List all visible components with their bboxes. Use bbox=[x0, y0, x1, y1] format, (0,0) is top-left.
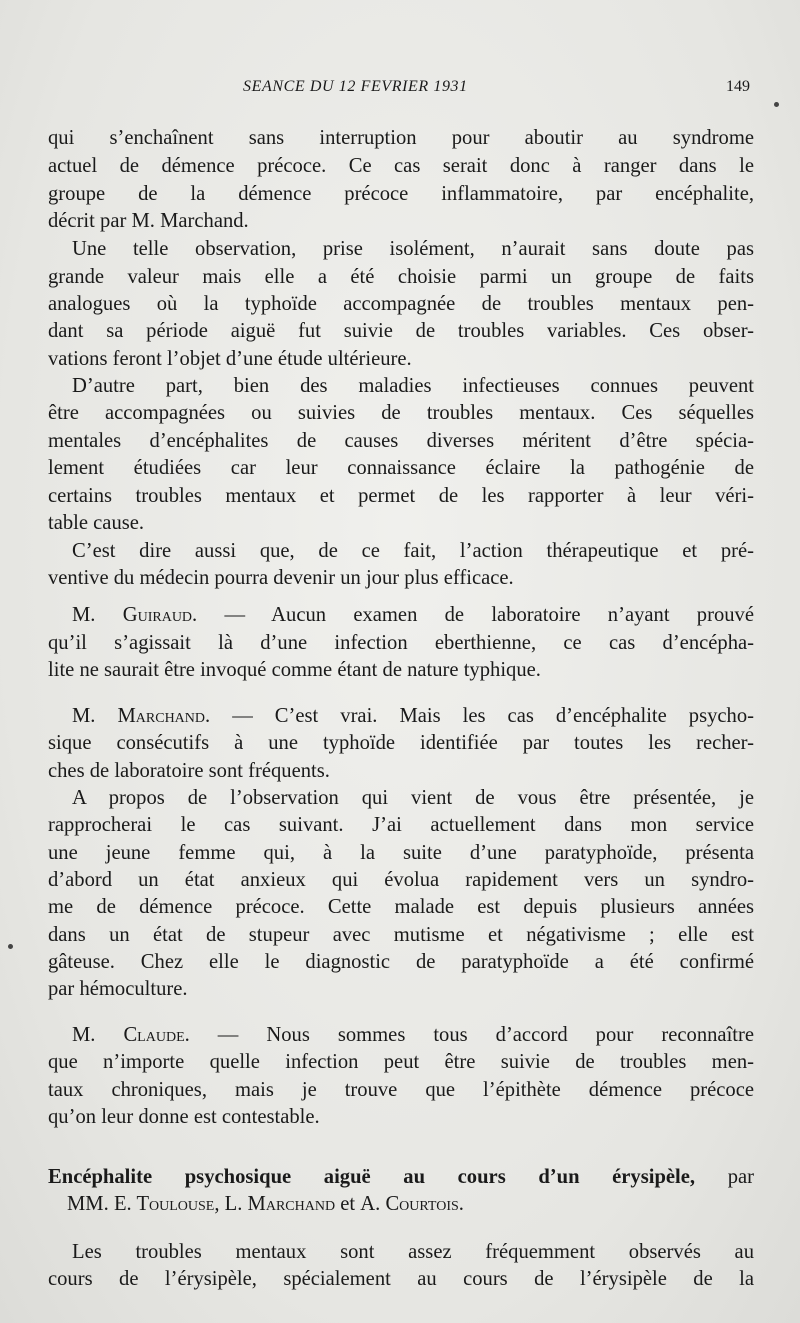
text-line: rapprocherai le cas suivant. J’ai actuellement dans mon service bbox=[48, 814, 754, 836]
scan-speck bbox=[774, 102, 779, 107]
text-line: dans un état de stupeur avec mutisme et négativisme ; elle est bbox=[48, 924, 754, 946]
text-line: être accompagnées ou suivies de troubles mentaux. Ces séquelles bbox=[48, 402, 754, 424]
page-header bbox=[0, 78, 800, 102]
text-line: que n’importe quelle infection peut être suivie de troubles men- bbox=[48, 1051, 754, 1073]
text-line: taux chroniques, mais je trouve que l’épithète démence précoce bbox=[48, 1079, 754, 1101]
text-line: gâteuse. Chez elle le diagnostic de paratyphoïde a été confirmé bbox=[48, 951, 754, 973]
text-line: lite ne saurait être invoqué comme étant de nature typhique. bbox=[48, 659, 541, 681]
text-line: me de démence précoce. Cette malade est depuis plusieurs années bbox=[48, 896, 754, 918]
text-line: qui s’enchaînent sans interruption pour aboutir au syndrome bbox=[48, 127, 754, 149]
author-name: A. Courtois. bbox=[360, 1193, 464, 1215]
text-line: mentales d’encéphalites de causes diverses méritent d’être spécia- bbox=[48, 430, 754, 452]
text-line bbox=[72, 1021, 754, 1049]
running-head: SEANCE DU 12 FEVRIER 1931 bbox=[243, 78, 468, 95]
text-line: D’autre part, bien des maladies infectieuses connues peuvent bbox=[72, 375, 754, 397]
text-line: Une telle observation, prise isolément, n’aurait sans doute pas bbox=[72, 238, 754, 260]
speaker-name: M. Guiraud. bbox=[72, 604, 198, 626]
text-run: — C’est vrai. Mais les cas d’encéphalite psycho- bbox=[232, 705, 754, 727]
text-run: — Aucun examen de laboratoire n’ayant prouvé bbox=[224, 604, 754, 626]
text-line: vations feront l’objet d’une étude ultérieure. bbox=[48, 348, 412, 370]
text-line: dant sa période aiguë fut suivie de troubles variables. Ces obser- bbox=[48, 320, 754, 342]
text-line: une jeune femme qui, à la suite d’une paratyphoïde, présenta bbox=[48, 842, 754, 864]
text-run: — Nous sommes tous d’accord pour reconnaître bbox=[217, 1024, 755, 1046]
text-line: C’est dire aussi que, de ce fait, l’action thérapeutique et pré- bbox=[72, 540, 754, 562]
text-line: grande valeur mais elle a été choisie parmi un groupe de faits bbox=[48, 266, 754, 288]
text-line: analogues où la typhoïde accompagnée de troubles mentaux pen- bbox=[48, 293, 754, 315]
author-name: L. Marchand bbox=[224, 1193, 336, 1215]
text-line: ches de laboratoire sont fréquents. bbox=[48, 760, 330, 782]
text-line: lement étudiées car leur connaissance éclaire la pathogénie de bbox=[48, 457, 754, 479]
text-line: ventive du médecin pourra devenir un jour plus efficace. bbox=[48, 567, 514, 589]
text-line: table cause. bbox=[48, 512, 145, 534]
text-line bbox=[72, 601, 754, 629]
text-run: par bbox=[727, 1166, 754, 1188]
text-line: qu’il s’agissait là d’une infection eberthienne, ce cas d’encépha- bbox=[48, 632, 754, 654]
author-name: E. Toulouse, bbox=[113, 1193, 220, 1215]
text-line: groupe de la démence précoce inflammatoire, par encéphalite, bbox=[48, 183, 754, 205]
text-line: qu’on leur donne est contestable. bbox=[48, 1106, 320, 1128]
authors-prefix: MM. bbox=[67, 1193, 109, 1215]
speaker-name: M. Marchand. bbox=[72, 705, 211, 727]
text-line: sique consécutifs à une typhoïde identifiée par toutes les recher- bbox=[48, 732, 754, 754]
text-line: actuel de démence précoce. Ce cas serait donc à ranger dans le bbox=[48, 155, 754, 177]
text-line: A propos de l’observation qui vient de vous être présentée, je bbox=[72, 787, 754, 809]
section-title bbox=[48, 1163, 754, 1191]
page-number: 149 bbox=[726, 78, 750, 95]
speaker-name: M. Claude. bbox=[72, 1024, 190, 1046]
text-run: et bbox=[340, 1193, 356, 1215]
scan-speck bbox=[8, 944, 13, 949]
text-line bbox=[72, 702, 754, 730]
text-line: cours de l’érysipèle, spécialement au cours de l’érysipèle de la bbox=[48, 1268, 754, 1290]
text-line: décrit par M. Marchand. bbox=[48, 210, 249, 232]
section-title-text: Encéphalite psychosique aiguë au cours d’un érysipèle, bbox=[48, 1166, 696, 1188]
text-line: Les troubles mentaux sont assez fréquemment observés au bbox=[72, 1241, 754, 1263]
text-line: par hémoculture. bbox=[48, 978, 188, 1000]
text-line: certains troubles mentaux et permet de les rapporter à leur véri- bbox=[48, 485, 754, 507]
text-line: d’abord un état anxieux qui évolua rapidement vers un syndro- bbox=[48, 869, 754, 891]
authors-line bbox=[67, 1190, 754, 1218]
